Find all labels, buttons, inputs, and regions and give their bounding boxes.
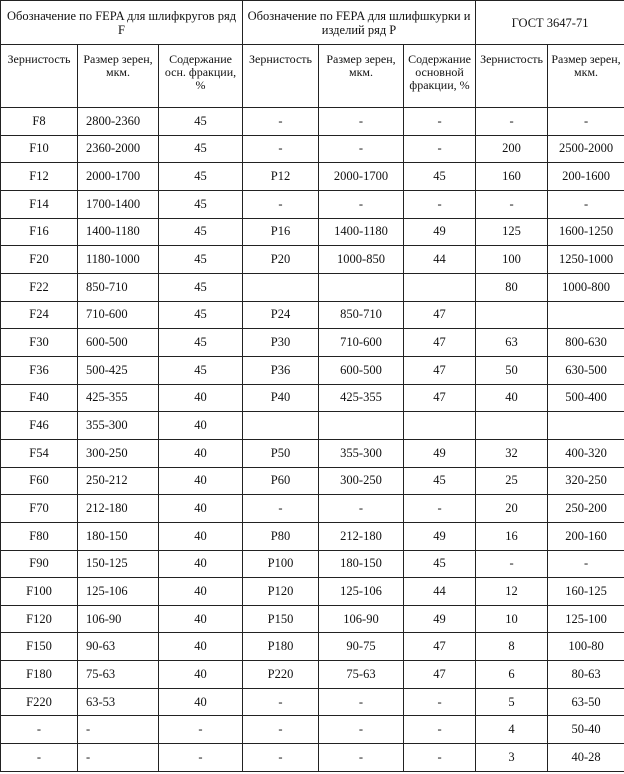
table-cell xyxy=(548,412,624,440)
table-cell: P100 xyxy=(243,550,319,578)
col-header-grit-f: Зернистость xyxy=(1,45,78,108)
table-cell: - xyxy=(1,716,78,744)
table-cell: - xyxy=(404,495,476,523)
table-cell: 2000-1700 xyxy=(319,163,404,191)
table-cell: 2360-2000 xyxy=(78,135,159,163)
table-cell: - xyxy=(548,190,624,218)
col-header-size-p: Размер зерен, мкм. xyxy=(319,45,404,108)
table-cell: 180-150 xyxy=(78,522,159,550)
table-cell: - xyxy=(548,550,624,578)
table-cell: 45 xyxy=(159,301,243,329)
table-cell: F60 xyxy=(1,467,78,495)
table-row xyxy=(1,273,624,301)
table-row xyxy=(1,163,624,191)
table-row xyxy=(1,522,624,550)
table-cell: P120 xyxy=(243,578,319,606)
table-cell: 75-63 xyxy=(78,661,159,689)
table-cell: 50 xyxy=(476,356,548,384)
table-cell: P30 xyxy=(243,329,319,357)
table-cell: 1250-1000 xyxy=(548,246,624,274)
table-cell: - xyxy=(404,716,476,744)
table-cell: 710-600 xyxy=(319,329,404,357)
table-cell: P16 xyxy=(243,218,319,246)
table-cell: - xyxy=(78,716,159,744)
table-cell: F150 xyxy=(1,633,78,661)
table-cell: - xyxy=(243,688,319,716)
table-cell: 40 xyxy=(159,661,243,689)
table-row xyxy=(1,467,624,495)
table-cell: 250-200 xyxy=(548,495,624,523)
table-cell: 355-300 xyxy=(319,439,404,467)
table-cell: 1180-1000 xyxy=(78,246,159,274)
table-row xyxy=(1,384,624,412)
table-cell: 63-50 xyxy=(548,688,624,716)
table-cell: 47 xyxy=(404,633,476,661)
table-cell: 2500-2000 xyxy=(548,135,624,163)
table-cell: 45 xyxy=(159,329,243,357)
table-cell: 320-250 xyxy=(548,467,624,495)
table-cell: - xyxy=(243,495,319,523)
table-cell: 106-90 xyxy=(78,605,159,633)
table-row xyxy=(1,356,624,384)
table-cell: 2800-2360 xyxy=(78,108,159,136)
table-cell: - xyxy=(476,190,548,218)
col-header-fraction-f: Содержание осн. фракции, % xyxy=(159,45,243,108)
header-fepa-p: Обозначение по FEPA для шлифшкурки и изделий ряд P xyxy=(243,1,476,45)
table-cell: 3 xyxy=(476,744,548,772)
table-cell: 4 xyxy=(476,716,548,744)
table-cell: 425-355 xyxy=(78,384,159,412)
table-cell: - xyxy=(404,108,476,136)
table-cell: 45 xyxy=(159,218,243,246)
table-cell: - xyxy=(319,744,404,772)
table-cell: - xyxy=(476,108,548,136)
table-cell: 125-106 xyxy=(78,578,159,606)
table-cell: - xyxy=(319,716,404,744)
table-cell: F24 xyxy=(1,301,78,329)
table-cell: 850-710 xyxy=(78,273,159,301)
header-gost: ГОСТ 3647-71 xyxy=(476,1,624,45)
table-cell: F20 xyxy=(1,246,78,274)
table-cell: F12 xyxy=(1,163,78,191)
table-cell: F36 xyxy=(1,356,78,384)
table-row xyxy=(1,439,624,467)
table-cell: P60 xyxy=(243,467,319,495)
table-cell: 180-150 xyxy=(319,550,404,578)
table-cell: - xyxy=(159,716,243,744)
table-cell: 1700-1400 xyxy=(78,190,159,218)
table-cell: - xyxy=(243,108,319,136)
table-cell: 90-75 xyxy=(319,633,404,661)
table-cell: 49 xyxy=(404,605,476,633)
table-cell: F70 xyxy=(1,495,78,523)
table-cell: 63 xyxy=(476,329,548,357)
table-cell: 8 xyxy=(476,633,548,661)
table-cell: 80 xyxy=(476,273,548,301)
table-cell: P12 xyxy=(243,163,319,191)
table-cell: F8 xyxy=(1,108,78,136)
table-cell: 32 xyxy=(476,439,548,467)
table-cell: 40 xyxy=(159,439,243,467)
table-cell: 300-250 xyxy=(78,439,159,467)
table-cell: 100 xyxy=(476,246,548,274)
table-cell: 212-180 xyxy=(319,522,404,550)
table-cell: 12 xyxy=(476,578,548,606)
table-cell: 500-400 xyxy=(548,384,624,412)
table-cell xyxy=(243,273,319,301)
table-cell: 25 xyxy=(476,467,548,495)
table-cell: - xyxy=(319,190,404,218)
table-cell: 49 xyxy=(404,439,476,467)
table-cell: 45 xyxy=(159,135,243,163)
table-cell: 47 xyxy=(404,301,476,329)
table-cell: - xyxy=(319,495,404,523)
table-row xyxy=(1,190,624,218)
table-row xyxy=(1,495,624,523)
table-cell: 47 xyxy=(404,661,476,689)
table-cell: 5 xyxy=(476,688,548,716)
table-row xyxy=(1,688,624,716)
table-cell: 40 xyxy=(159,578,243,606)
table-cell: F46 xyxy=(1,412,78,440)
col-header-size-gost: Размер зерен, мкм. xyxy=(548,45,624,108)
table-cell: 1400-1180 xyxy=(319,218,404,246)
table-cell: 125-100 xyxy=(548,605,624,633)
table-cell: - xyxy=(404,744,476,772)
col-header-size-f: Размер зерен, мкм. xyxy=(78,45,159,108)
table-cell: F80 xyxy=(1,522,78,550)
table-cell: - xyxy=(476,550,548,578)
table-cell: 710-600 xyxy=(78,301,159,329)
table-cell: 44 xyxy=(404,578,476,606)
table-cell: - xyxy=(243,744,319,772)
table-cell: - xyxy=(404,688,476,716)
table-cell: 40 xyxy=(159,412,243,440)
table-cell: 49 xyxy=(404,522,476,550)
table-cell: - xyxy=(319,135,404,163)
table-cell: F16 xyxy=(1,218,78,246)
table-cell: 40 xyxy=(159,605,243,633)
table-row xyxy=(1,108,624,136)
table-cell: - xyxy=(243,135,319,163)
col-header-grit-gost: Зернистость xyxy=(476,45,548,108)
table-cell: - xyxy=(1,744,78,772)
table-cell xyxy=(404,273,476,301)
table-cell: - xyxy=(78,744,159,772)
table-row xyxy=(1,716,624,744)
table-row xyxy=(1,744,624,772)
table-cell: F54 xyxy=(1,439,78,467)
table-cell xyxy=(476,301,548,329)
table-cell: 45 xyxy=(159,273,243,301)
table-cell: 16 xyxy=(476,522,548,550)
table-cell: P80 xyxy=(243,522,319,550)
table-cell: 2000-1700 xyxy=(78,163,159,191)
table-cell: 50-40 xyxy=(548,716,624,744)
table-row xyxy=(1,578,624,606)
table-cell: 47 xyxy=(404,356,476,384)
table-cell: - xyxy=(159,744,243,772)
table-cell: 200-160 xyxy=(548,522,624,550)
table-row xyxy=(1,605,624,633)
table-cell: P220 xyxy=(243,661,319,689)
table-row xyxy=(1,329,624,357)
table-cell: 10 xyxy=(476,605,548,633)
table-cell: 6 xyxy=(476,661,548,689)
table-cell: - xyxy=(404,190,476,218)
table-cell: 600-500 xyxy=(319,356,404,384)
table-cell xyxy=(404,412,476,440)
table-cell: 200-1600 xyxy=(548,163,624,191)
table-cell: 100-80 xyxy=(548,633,624,661)
table-cell: 425-355 xyxy=(319,384,404,412)
table-cell: 355-300 xyxy=(78,412,159,440)
table-row xyxy=(1,633,624,661)
table-cell: F220 xyxy=(1,688,78,716)
table-cell: 1600-1250 xyxy=(548,218,624,246)
table-cell: 150-125 xyxy=(78,550,159,578)
table-cell: 45 xyxy=(159,163,243,191)
table-cell: 40 xyxy=(159,550,243,578)
table-cell: 600-500 xyxy=(78,329,159,357)
table-cell: 1000-850 xyxy=(319,246,404,274)
table-cell: 40 xyxy=(159,467,243,495)
table-cell xyxy=(243,412,319,440)
header-fepa-f: Обозначение по FEPA для шлифкругов ряд F xyxy=(1,1,243,45)
table-cell: 500-425 xyxy=(78,356,159,384)
table-cell: P40 xyxy=(243,384,319,412)
table-cell: 212-180 xyxy=(78,495,159,523)
table-cell: 45 xyxy=(159,246,243,274)
table-cell: P20 xyxy=(243,246,319,274)
table-cell: F30 xyxy=(1,329,78,357)
table-cell xyxy=(319,273,404,301)
table-cell: 45 xyxy=(404,467,476,495)
table-row xyxy=(1,218,624,246)
table-cell: P50 xyxy=(243,439,319,467)
table-cell: 75-63 xyxy=(319,661,404,689)
table-row xyxy=(1,135,624,163)
table-cell xyxy=(548,301,624,329)
table-cell: 45 xyxy=(159,190,243,218)
table-cell: 90-63 xyxy=(78,633,159,661)
table-body xyxy=(1,108,624,772)
table-cell: F90 xyxy=(1,550,78,578)
table-cell: P180 xyxy=(243,633,319,661)
table-cell: 80-63 xyxy=(548,661,624,689)
col-header-fraction-p: Содержание основной фракции, % xyxy=(404,45,476,108)
table-cell: 40 xyxy=(159,495,243,523)
table-cell: 106-90 xyxy=(319,605,404,633)
table-cell: 630-500 xyxy=(548,356,624,384)
table-cell: 40 xyxy=(159,688,243,716)
table-cell: 1000-800 xyxy=(548,273,624,301)
table-row xyxy=(1,550,624,578)
table-cell: 800-630 xyxy=(548,329,624,357)
table-cell: 40 xyxy=(159,384,243,412)
table-cell xyxy=(476,412,548,440)
table-cell: 45 xyxy=(404,163,476,191)
table-cell: F10 xyxy=(1,135,78,163)
table-cell: 63-53 xyxy=(78,688,159,716)
table-cell: F100 xyxy=(1,578,78,606)
table-cell xyxy=(319,412,404,440)
table-cell: 49 xyxy=(404,218,476,246)
table-cell: P150 xyxy=(243,605,319,633)
table-cell: 125-106 xyxy=(319,578,404,606)
table-cell: 20 xyxy=(476,495,548,523)
table-cell: 40 xyxy=(476,384,548,412)
table-cell: F180 xyxy=(1,661,78,689)
table-cell: F14 xyxy=(1,190,78,218)
col-header-grit-p: Зернистость xyxy=(243,45,319,108)
table-cell: 400-320 xyxy=(548,439,624,467)
table-cell: P36 xyxy=(243,356,319,384)
table-cell: 40 xyxy=(159,522,243,550)
table-cell: - xyxy=(319,108,404,136)
table-cell: 44 xyxy=(404,246,476,274)
table-cell: - xyxy=(319,688,404,716)
table-cell: 45 xyxy=(159,356,243,384)
table-cell: F22 xyxy=(1,273,78,301)
table-cell: F40 xyxy=(1,384,78,412)
table-cell: 250-212 xyxy=(78,467,159,495)
table-cell: - xyxy=(243,716,319,744)
table-cell: 850-710 xyxy=(319,301,404,329)
table-cell: 40-28 xyxy=(548,744,624,772)
table-cell: P24 xyxy=(243,301,319,329)
table-cell: - xyxy=(548,108,624,136)
table-cell: 300-250 xyxy=(319,467,404,495)
table-cell: 160 xyxy=(476,163,548,191)
table-row xyxy=(1,301,624,329)
table-row xyxy=(1,246,624,274)
table-cell: 1400-1180 xyxy=(78,218,159,246)
table-cell: 47 xyxy=(404,384,476,412)
table-cell: - xyxy=(243,190,319,218)
table-row xyxy=(1,661,624,689)
table-cell: 45 xyxy=(159,108,243,136)
table-cell: - xyxy=(404,135,476,163)
table-cell: 45 xyxy=(404,550,476,578)
table-cell: F120 xyxy=(1,605,78,633)
table-cell: 40 xyxy=(159,633,243,661)
table-cell: 160-125 xyxy=(548,578,624,606)
table-cell: 125 xyxy=(476,218,548,246)
table-cell: 47 xyxy=(404,329,476,357)
table-cell: 200 xyxy=(476,135,548,163)
table-row xyxy=(1,412,624,440)
